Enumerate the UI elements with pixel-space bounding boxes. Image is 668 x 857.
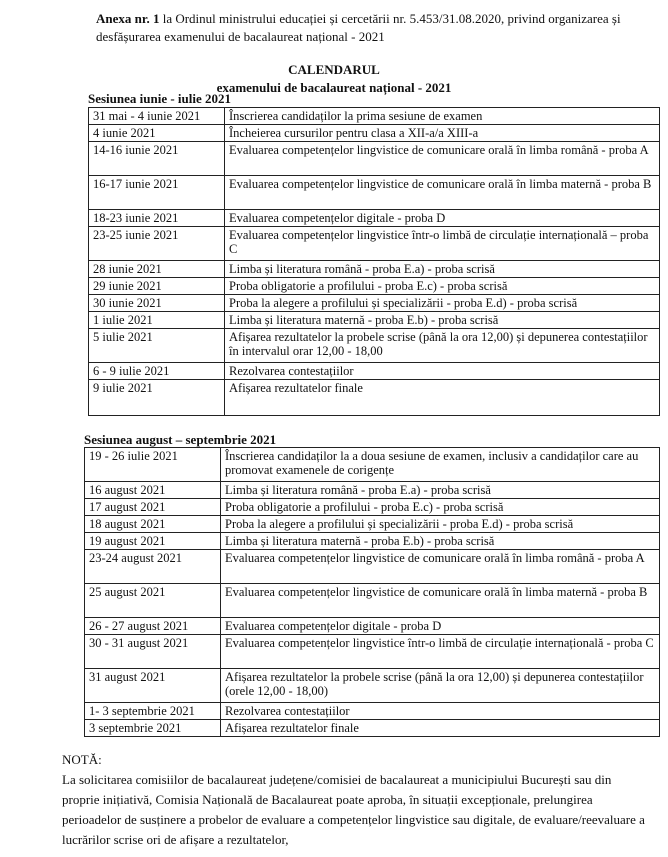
annex-text: la Ordinul ministrului educației și cercetării nr. 5.453/31.08.2020, privind organizarea și desfășurarea examenului de bacalaureat național - 2021: [96, 11, 621, 44]
document-subtitle: examenului de bacalaureat național - 2021: [216, 80, 452, 95]
row-date: 28 iunie 2021: [89, 261, 225, 278]
table-row: [89, 312, 660, 329]
session1-table: [88, 107, 660, 416]
row-event: Evaluarea competențelor digitale - proba D: [225, 210, 660, 227]
row-event: Proba la alegere a profilului și specializării - proba E.d) - proba scrisă: [221, 516, 660, 533]
row-event: Afișarea rezultatelor la probele scrise (până la ora 12,00) și depunerea contestațiilor în intervalul orar 12,00 - 18,00: [225, 329, 660, 363]
table-row: [85, 720, 660, 737]
row-date: 16 august 2021: [85, 482, 221, 499]
row-event: Limba și literatura maternă - proba E.b) - proba scrisă: [221, 533, 660, 550]
table-row: [85, 703, 660, 720]
table-row: [89, 125, 660, 142]
table-row: [85, 584, 660, 618]
row-event: Limba și literatura română - proba E.a) - proba scrisă: [225, 261, 660, 278]
table-row: [85, 448, 660, 482]
row-date: 4 iunie 2021: [89, 125, 225, 142]
table-row: [89, 142, 660, 176]
row-event: Afișarea rezultatelor finale: [221, 720, 660, 737]
note-text: La solicitarea comisiilor de bacalaureat județene/comisiei de bacalaureat a municipiului București sau din proprie inițiativă, Comisia Națională de Bacalaureat poate aproba, în situații excepționale, prelungirea perioadelor de susținere a probelor de evaluare a competențelor lingvistice sau digitale, de evaluare/reevaluare a lucrărilor scrise ori de afișare a rezultatelor,: [62, 772, 645, 847]
row-date: 1- 3 septembrie 2021: [85, 703, 221, 720]
row-date: 31 august 2021: [85, 669, 221, 703]
row-event: Evaluarea competențelor digitale - proba D: [221, 618, 660, 635]
row-date: 25 august 2021: [85, 584, 221, 618]
table-row: [85, 550, 660, 584]
row-event: Afișarea rezultatelor finale: [225, 380, 660, 416]
session1-label: Sesiunea iunie - iulie 2021: [88, 91, 232, 106]
row-event: Evaluarea competențelor lingvistice de comunicare orală în limba română - proba A: [221, 550, 660, 584]
row-event: Rezolvarea contestațiilor: [225, 363, 660, 380]
row-date: 26 - 27 august 2021: [85, 618, 221, 635]
table-row: [89, 380, 660, 416]
row-event: Proba la alegere a profilului și specializării - proba E.d) - proba scrisă: [225, 295, 660, 312]
table-row: [85, 618, 660, 635]
table-row: [89, 210, 660, 227]
row-date: 31 mai - 4 iunie 2021: [89, 108, 225, 125]
row-date: 14-16 iunie 2021: [89, 142, 225, 176]
row-date: 16-17 iunie 2021: [89, 176, 225, 210]
table-row: [85, 516, 660, 533]
table-row: [85, 635, 660, 669]
row-date: 19 - 26 iulie 2021: [85, 448, 221, 482]
row-event: Înscrierea candidaților la prima sesiune de examen: [225, 108, 660, 125]
annex-header: [96, 10, 656, 46]
table-row: [89, 176, 660, 210]
table-row: [89, 295, 660, 312]
row-date: 3 septembrie 2021: [85, 720, 221, 737]
row-event: Evaluarea competențelor lingvistice într-o limbă de circulație internațională – proba C: [225, 227, 660, 261]
row-date: 29 iunie 2021: [89, 278, 225, 295]
row-event: Proba obligatorie a profilului - proba E.c) - proba scrisă: [225, 278, 660, 295]
row-event: Limba și literatura română - proba E.a) - proba scrisă: [221, 482, 660, 499]
row-date: 9 iulie 2021: [89, 380, 225, 416]
table-row: [85, 669, 660, 703]
document-title: CALENDARUL: [288, 62, 380, 77]
session2-table: [84, 447, 660, 737]
row-date: 5 iulie 2021: [89, 329, 225, 363]
row-event: Evaluarea competențelor lingvistice de comunicare orală în limba maternă - proba B: [221, 584, 660, 618]
row-event: Înscrierea candidaților la a doua sesiune de examen, inclusiv a candidaților care au promovat examenele de corigențe: [221, 448, 660, 482]
table-row: [89, 108, 660, 125]
row-event: Afișarea rezultatelor la probele scrise (până la ora 12,00) și depunerea contestațiilor (orele 12,00 - 18,00): [221, 669, 660, 703]
row-date: 19 august 2021: [85, 533, 221, 550]
row-date: 30 - 31 august 2021: [85, 635, 221, 669]
row-date: 17 august 2021: [85, 499, 221, 516]
row-date: 6 - 9 iulie 2021: [89, 363, 225, 380]
table-row: [85, 499, 660, 516]
row-event: Proba obligatorie a profilului - proba E.c) - proba scrisă: [221, 499, 660, 516]
table-row: [89, 329, 660, 363]
row-date: 1 iulie 2021: [89, 312, 225, 329]
row-date: 18 august 2021: [85, 516, 221, 533]
note-title: NOTĂ:: [62, 752, 102, 767]
session2-label: Sesiunea august – septembrie 2021: [84, 432, 277, 447]
row-date: 23-25 iunie 2021: [89, 227, 225, 261]
table-row: [89, 278, 660, 295]
row-event: Evaluarea competențelor lingvistice într-o limbă de circulație internațională - proba C: [221, 635, 660, 669]
row-date: 18-23 iunie 2021: [89, 210, 225, 227]
annex-prefix: Anexa nr. 1: [96, 11, 160, 26]
table-row: [89, 227, 660, 261]
row-event: Încheierea cursurilor pentru clasa a XII-a/a XIII-a: [225, 125, 660, 142]
row-date: 30 iunie 2021: [89, 295, 225, 312]
row-event: Rezolvarea contestațiilor: [221, 703, 660, 720]
row-event: Limba și literatura maternă - proba E.b) - proba scrisă: [225, 312, 660, 329]
table-row: [85, 533, 660, 550]
table-row: [85, 482, 660, 499]
table-row: [89, 363, 660, 380]
table-row: [89, 261, 660, 278]
row-date: 23-24 august 2021: [85, 550, 221, 584]
row-event: Evaluarea competențelor lingvistice de comunicare orală în limba maternă - proba B: [225, 176, 660, 210]
row-event: Evaluarea competențelor lingvistice de comunicare orală în limba română - proba A: [225, 142, 660, 176]
